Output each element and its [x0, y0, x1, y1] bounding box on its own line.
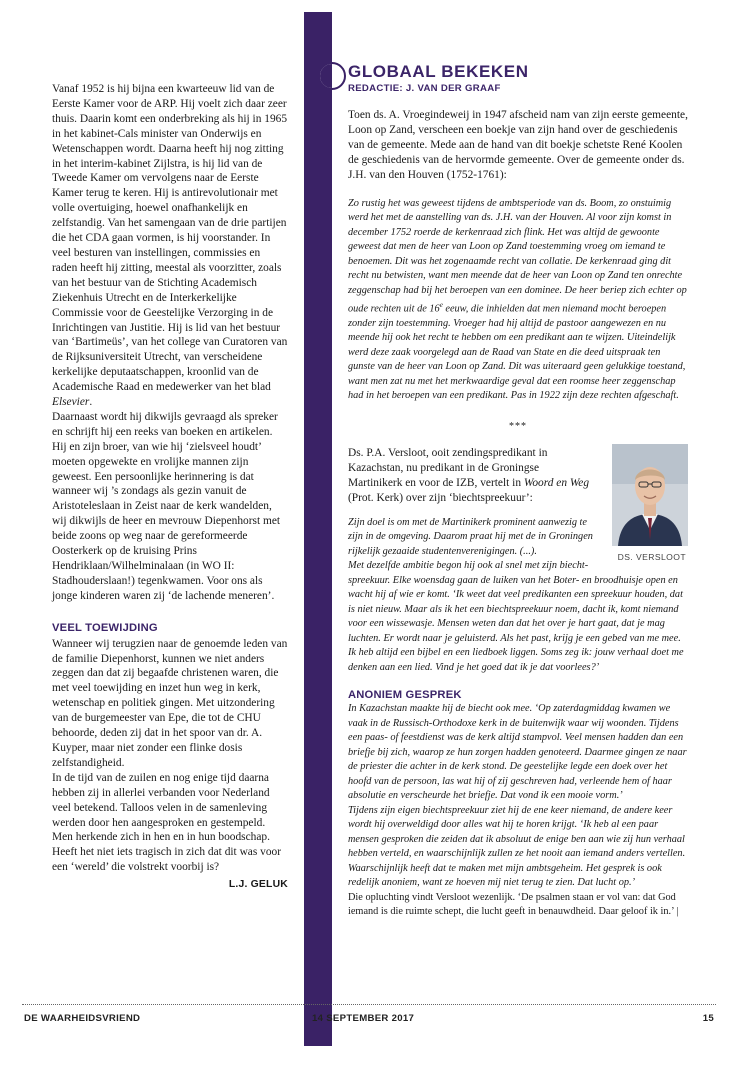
- section-separator: ***: [509, 420, 527, 432]
- magazine-name: Elsevier: [52, 396, 90, 409]
- article-author: L.J. GELUK: [228, 879, 288, 891]
- versloot-quote-2: Met dezelfde ambitie begon hij ook al snel met zijn biecht-: [348, 560, 589, 572]
- quote-loon-op-zand: Zo rustig het was geweest tijdens de ambtsperiode van ds. Boom, zo onstuimig werd het met de aanstelling van ds. J.H. van der Houven. Al voor zijn komst in december 1752 roerde de kerkenraad zich flink. Het was altijd de gewoonte geweest dat men de heer van Loon op Zand toestemming vroeg om iemand te benoemen. Dit was het zogenaamde recht van collatie. De kerkenraad ging dit recht nu betwisten, want men meende dat de heer van Loon op Zand ten onrechte zeggenschap had bij het beroepen van een dominee. De heer beriep zich echter op oude rechten uit de 16e eeuw, die inhielden dat men niemand mocht beroepen zonder zijn toestemming. Vroeger had hij altijd de pastoor aangewezen en nu meende hij ook het recht te hebben om een predikant aan te wijzen. Uiteindelijk werd deze zaak voorgelegd aan de Raad van State en die deed uitspraak ten gunste van de heer van Loon op Zand. Dit was uiteraard geen gelukkige toestand, want men zat nu met het merkwaardige geval dat een roomse heer zeggenschap had in het beroepen van een predikant. Pas in 1922 zijn deze rechten afgeschaft.: [348, 197, 687, 402]
- column-divider-bar: [304, 12, 332, 1046]
- left-paragraph-1: Vanaf 1952 is hij bijna een kwarteeuw lid van de Eerste Kamer voor de ARP. Hij voelt zich daar zeer thuis. Daarin komt een onderbreking als hij in 1965 in het kabinet-Cals minister van Onderwijs en Wetenschappen wordt. Daarna heeft hij nog zitting in het interim-kabinet Zijlstra, is hij lid van de Tweede Kamer om vervolgens naar de Eerste Kamer terug te keren. Hij is antirevolutionair met volle overtuiging, hoewel onafhankelijk en zelfstandig. Van het samengaan van de drie partijen die het CDA gaan vormen, is hij voorstander. In veel besturen van instellingen, commissies en raden heeft hij zitting, meestal als voorzitter, zoals van het bestuur van de Stichting Academisch Ziekenhuis Utrecht en de Interkerkelijke Commissie voor de Geestelijke Verzorging in de Inrichtingen van Justitie. Hij is lid van het bestuur van ‘Bartimeüs’, van het college van Curatoren van de Rijksuniversiteit Utrecht, van verscheidene kerkelijke deputaatschappen, kroonlid van de Academische Raad en medewerker van het blad Elsevier.: [52, 83, 288, 409]
- subhead-anoniem-gesprek: ANONIEM GESPREK: [348, 689, 462, 702]
- right-column: [348, 62, 688, 920]
- quote-biechtspreekuur: Tijdens zijn eigen biechtspreekuur ziet hij de ene keer niemand, de andere keer wordt hij overweldigd door alles wat hij te horen krijgt. ‘Ik heb al een paar mensen gesproken die zeiden dat ik absoluut de enige ben aan wie zij hun verhaal hebben verteld, en waarschijnlijk zullen ze het nooit aan iemand anders vertellen. Waarschijnlijk heeft dat te maken met mijn ambtsgeheim. Het gesprek is ook redelijk anoniem, want ze hoeven mij niet terug te zien. Dat lucht op.’: [348, 804, 686, 889]
- half-circle-logo-icon: [318, 62, 346, 90]
- left-paragraph-4: In de tijd van de zuilen en nog enige tijd daarna hebben zij in allerlei verbanden voor Nederland veel betekend. Talloos velen in de samenleving werden door hen aangesproken en gestempeld. Men herkende zich in hen en in hun boodschap. Heeft het niet iets tragisch in zich dat dit was voor een ‘wereld’ die volstrekt voorbij is?: [52, 771, 282, 874]
- left-paragraph-3: Wanneer wij terugzien naar de genoemde leden van de familie Diepenhorst, kunnen we niet anders zeggen dan dat zij begaafde christenen waren, die met veel toewijding en inzet hun weg in kerk, wetenschap en politiek gingen. Met uitzondering van de burgemeester van Epe, die tot de CHU behoorde, deden zij dat in het spoor van dr. A. Kuyper, maar niet zonder een flinke dosis zelfstandigheid.: [52, 637, 288, 769]
- intro-paragraph: Toen ds. A. Vroegindeweij in 1947 afscheid nam van zijn eerste gemeente, Loon op Zand, verscheen een boekje van zijn hand over de geschiedenis van de gemeente. Mede aan de hand van dit boekje schetste René Koolen de geschiedenis van de hervormde gemeente. Over de gemeente onder ds. J.H. van den Houven (1752-1761):: [348, 109, 688, 181]
- quote-opluchting: Die opluchting vindt Versloot wezenlijk. ‘De psalmen staan er vol van: dat God iemand is die ruimte schept, die lucht geeft in benauwdheid. Daar geloof ik in.’ |: [348, 891, 679, 918]
- versloot-intro: Ds. P.A. Versloot, ooit zendingspredikant in Kazachstan, nu predikant in de Groningse Martinikerk en voor de IZB, vertelt in Woord en Weg (Prot. Kerk) over zijn ‘biechtspreekuur’:: [348, 446, 590, 504]
- footer-publication: DE WAARHEIDSVRIEND: [24, 1013, 141, 1024]
- left-paragraph-2: Daarnaast wordt hij dikwijls gevraagd als spreker en schrijft hij een reeks van boeken en artikelen. Hij en zijn broer, van wie hij ‘zielsveel houdt’ moeten opgewekte en vrolijke mannen zijn geweest. Een persoonlijke herinnering is dat wanneer wij ’s zondags als gezin vanuit de Aristoteleslaan in Zeist naar de kerk wandelden, wij dikwijls de heer en mevrouw Diepenhorst met beide zoons op weg naar de gereformeerde Oosterkerk op de kruising Prins Hendriklaan/Wilhelminalaan (in WO II: Stadhouderslaan!) tegenkwamen. Voor ons als jonge kinderen waren zij ‘de lachende meneren’.: [52, 410, 281, 602]
- subhead-veel-toewijding: VEEL TOEWIJDING: [52, 621, 158, 634]
- versloot-quote-3: spreekuur. Elke woensdag gaan de luiken van het Boter- en broodhuisje open en wacht hij af wie er komt. ‘Ik weet dat veel predikanten een spreekuur houden, dat is niet nieuw. Maar als ik het een biechtspreekuur noem, dacht ik, komt niemand voor een wissewasje. Mensen weten dan dat het over je hart gaat, dat je mag luchten. Er wordt naar je geluisterd. Als het past, krijg je een gebed van me mee. Ik heb altijd een bijbel en een liedboek liggen. Soms zeg ik: jouw verhaal doet me denken aan een lied. Vind je het goed dat ik je dat voorlees?’: [348, 574, 684, 673]
- versloot-portrait-photo: [612, 444, 688, 546]
- photo-caption: DS. VERSLOOT: [617, 551, 686, 562]
- footer-divider: [22, 1004, 716, 1005]
- publication-name: Woord en Weg: [523, 476, 590, 489]
- column-editor: REDACTIE: J. VAN DER GRAAF: [348, 83, 501, 94]
- footer-page-number: 15: [702, 1013, 714, 1024]
- footer-date: 14 SEPTEMBER 2017: [312, 1013, 415, 1024]
- column-title: GLOBAAL BEKEKEN: [348, 62, 529, 81]
- versloot-block: [348, 446, 688, 675]
- versloot-quote-1: Zijn doel is om met de Martinikerk prominent aanwezig te zijn in de omgeving. Daarom praat hij met de in Groningen rijkelijk gezaaide studentenverenigingen. (...).: [348, 516, 593, 557]
- quote-kazachstan: In Kazachstan maakte hij de biecht ook mee. ‘Op zaterdagmiddag kwamen we vaak in de Russisch-Orthodoxe kerk in de buitenwijk waar wij woonden. Tijdens een paas- of feestdienst was de kerk altijd stampvol. Veel mensen hadden dan een briefje bij zich, waarop ze hun zorgen hadden genoteerd. Daarmee gingen ze naar de priester die achter in de kerk stond. De geestelijke legde een doek over het hoofd van de persoon, las wat hij of zij geschreven had, verleende hem of haar absolutie en verscheurde het briefje. Dat vond ik een mooie vorm.’: [348, 703, 687, 802]
- left-column: [52, 82, 288, 893]
